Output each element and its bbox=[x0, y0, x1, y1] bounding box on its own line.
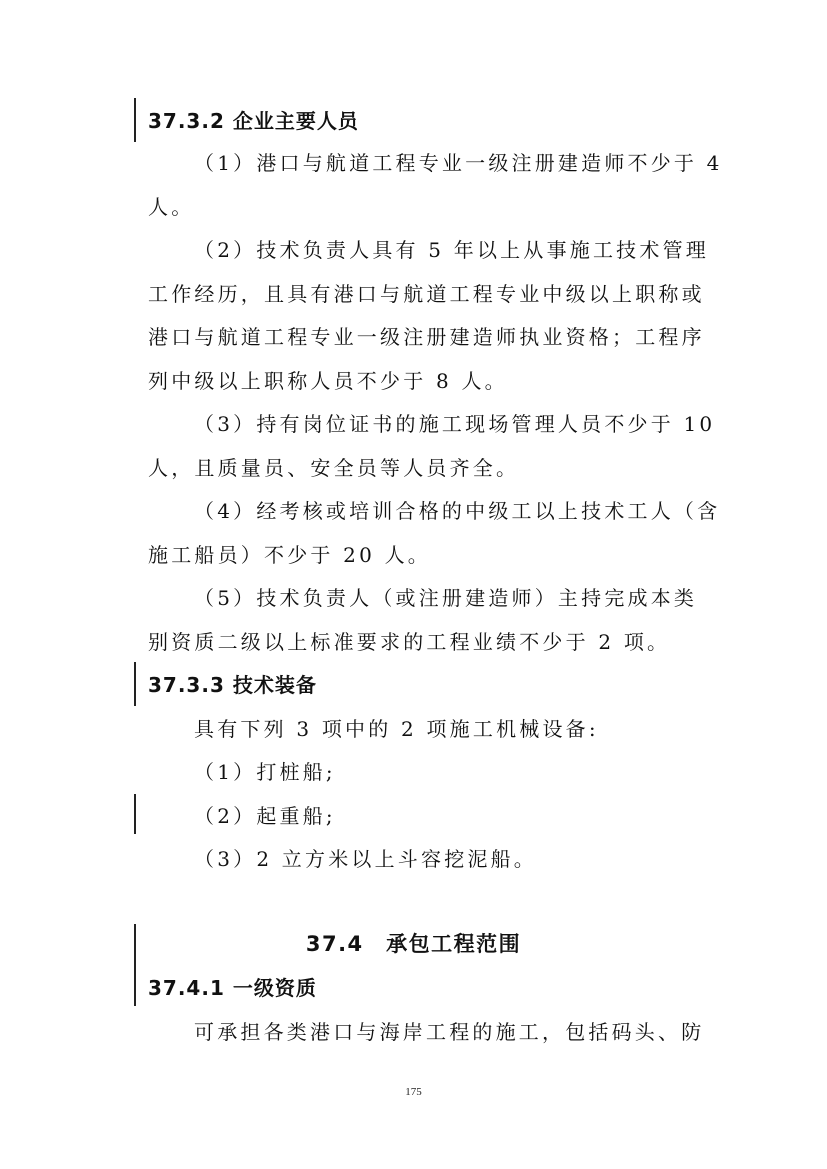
paragraph-line: 人。 bbox=[148, 195, 195, 219]
paragraph-line: 列中级以上职称人员不少于 8 人。 bbox=[148, 369, 508, 393]
revision-bar bbox=[134, 794, 136, 834]
paragraph-line: （2）技术负责人具有 5 年以上从事施工技术管理 bbox=[194, 238, 709, 262]
paragraph-line: （5）技术负责人（或注册建造师）主持完成本类 bbox=[194, 586, 698, 610]
paragraph-line: （1）港口与航道工程专业一级注册建造师不少于 4 bbox=[194, 151, 723, 175]
paragraph-line: 施工船员）不少于 20 人。 bbox=[148, 543, 431, 567]
list-item: （2）起重船; bbox=[194, 804, 336, 828]
section-heading-37-4-1: 37.4.1 一级资质 bbox=[148, 976, 317, 1000]
paragraph-line: 可承担各类港口与海岸工程的施工，包括码头、防 bbox=[194, 1020, 705, 1044]
paragraph-line: （3）持有岗位证书的施工现场管理人员不少于 10 bbox=[194, 412, 716, 436]
paragraph-line: 人，且质量员、安全员等人员齐全。 bbox=[148, 456, 520, 480]
section-heading-37-3-3: 37.3.3 技术装备 bbox=[148, 673, 317, 697]
paragraph-line: 工作经历，且具有港口与航道工程专业中级以上职称或 bbox=[148, 282, 705, 306]
list-item: （3）2 立方米以上斗容挖泥船。 bbox=[194, 847, 538, 871]
revision-bar bbox=[134, 98, 136, 142]
list-item: （1）打桩船; bbox=[194, 760, 336, 784]
paragraph-line: （4）经考核或培训合格的中级工以上技术工人（含 bbox=[194, 499, 721, 523]
paragraph-line: 具有下列 3 项中的 2 项施工机械设备: bbox=[194, 717, 599, 741]
revision-bar bbox=[134, 662, 136, 706]
chapter-section-title-37-4: 37.4 承包工程范围 bbox=[305, 932, 522, 956]
paragraph-line: 别资质二级以上标准要求的工程业绩不少于 2 项。 bbox=[148, 630, 671, 654]
paragraph-line: 港口与航道工程专业一级注册建造师执业资格；工程序 bbox=[148, 325, 705, 349]
page-number: 175 bbox=[405, 1086, 422, 1098]
section-heading-37-3-2: 37.3.2 企业主要人员 bbox=[148, 109, 359, 133]
